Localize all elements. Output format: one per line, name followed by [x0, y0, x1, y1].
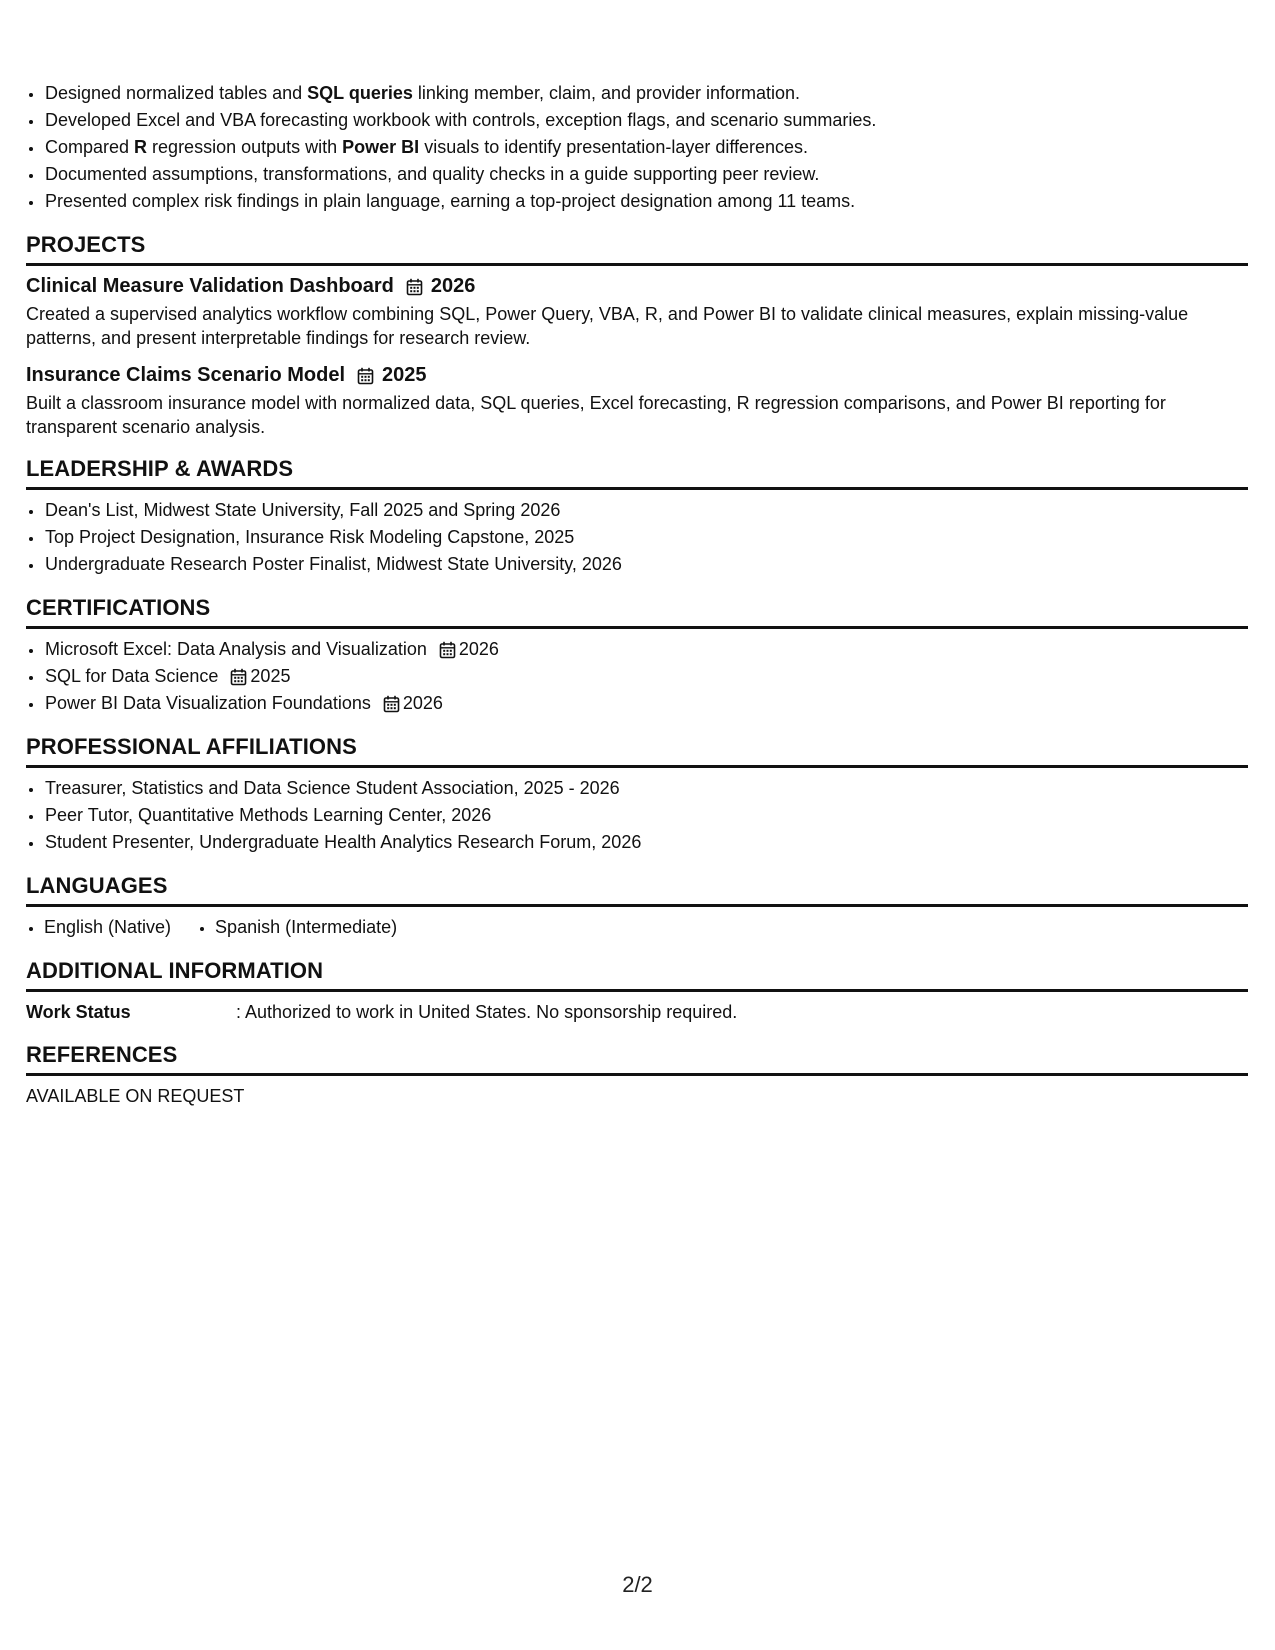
- bold-keyword: R: [134, 137, 148, 157]
- work-status-value: : Authorized to work in United States. No sponsorship required.: [236, 1002, 738, 1022]
- page-number: 2/2: [622, 1572, 653, 1597]
- bullet-text: linking member, claim, and provider information.: [412, 83, 801, 103]
- bullet-text: Compared: [45, 137, 135, 157]
- certifications-list: [26, 636, 1248, 717]
- certification-name: • Power BI Data Visualization Foundations: [45, 693, 371, 713]
- calendar-icon: [357, 367, 374, 385]
- language-item: • English (Native): [44, 914, 171, 941]
- bullet-text: Developed Excel and VBA forecasting workbook with controls, exception flags, and scenario summaries.: [45, 110, 877, 130]
- certification-year: 2026: [402, 693, 443, 713]
- project-name: Insurance Claims Scenario Model: [26, 364, 345, 386]
- project-entry: [26, 273, 1248, 350]
- section-title-languages: LANGUAGES: [26, 872, 1248, 907]
- affiliations-section: [26, 733, 1248, 856]
- resume-page: [26, 80, 1248, 1109]
- project-title-row: [26, 362, 1248, 389]
- work-status-label: Work Status: [26, 1002, 131, 1022]
- bullet-text: Presented complex risk findings in plain language, earning a top-project designation among 11 teams.: [45, 191, 856, 211]
- calendar-icon: [406, 278, 423, 296]
- work-status-row: [26, 999, 1248, 1025]
- languages-section: [26, 872, 1248, 941]
- projects-section: [26, 231, 1248, 439]
- calendar-icon: [439, 641, 456, 659]
- affiliation-item: • Student Presenter, Undergraduate Health Analytics Research Forum, 2026: [44, 829, 1248, 856]
- languages-list: [26, 914, 1248, 941]
- certifications-section: [26, 594, 1248, 717]
- section-title-certifications: CERTIFICATIONS: [26, 594, 1248, 629]
- project-entry: [26, 362, 1248, 439]
- project-year: 2026: [430, 275, 476, 297]
- project-description: Created a supervised analytics workflow combining SQL, Power Query, VBA, R, and Power BI to validate clinical measures, explain missing-value patterns, and present interpretable findings for research review.: [26, 304, 1189, 348]
- calendar-icon: [383, 695, 400, 713]
- experience-bullet: [44, 80, 1248, 107]
- bold-keyword: Power BI: [342, 137, 420, 157]
- certification-year: 2026: [458, 639, 499, 659]
- section-title-affiliations: PROFESSIONAL AFFILIATIONS: [26, 733, 1248, 768]
- certification-item: [44, 663, 1248, 690]
- section-title-projects: PROJECTS: [26, 231, 1248, 266]
- bullet-text: regression outputs with: [147, 137, 343, 157]
- leadership-item: • Undergraduate Research Poster Finalist, Midwest State University, 2026: [44, 551, 1248, 578]
- certification-item: [44, 636, 1248, 663]
- bullet-text: Designed normalized tables and: [45, 83, 308, 103]
- bold-keyword: SQL queries: [307, 83, 413, 103]
- bullet-text: Documented assumptions, transformations, and quality checks in a guide supporting peer review.: [45, 164, 820, 184]
- leadership-item: • Dean's List, Midwest State University, Fall 2025 and Spring 2026: [44, 497, 1248, 524]
- experience-bullet: [44, 134, 1248, 161]
- bullet-text: visuals to identify presentation-layer differences.: [419, 137, 809, 157]
- leadership-item: • Top Project Designation, Insurance Risk Modeling Capstone, 2025: [44, 524, 1248, 551]
- experience-bullets: [26, 80, 1248, 215]
- calendar-icon: [230, 668, 247, 686]
- affiliations-list: [26, 775, 1248, 856]
- references-text: AVAILABLE ON REQUEST: [26, 1086, 245, 1106]
- certification-name: • Microsoft Excel: Data Analysis and Visualization: [45, 639, 427, 659]
- experience-bullet: [44, 161, 1248, 188]
- section-title-leadership: LEADERSHIP & AWARDS: [26, 455, 1248, 490]
- references-section: [26, 1041, 1248, 1109]
- certification-year: 2025: [250, 666, 291, 686]
- section-title-references: REFERENCES: [26, 1041, 1248, 1076]
- project-year: 2025: [382, 364, 427, 386]
- certification-name: • SQL for Data Science: [45, 666, 219, 686]
- additional-info-section: [26, 957, 1248, 1025]
- project-title-row: [26, 273, 1248, 300]
- project-name: Clinical Measure Validation Dashboard: [26, 275, 394, 297]
- certification-item: [44, 690, 1248, 717]
- affiliation-item: • Peer Tutor, Quantitative Methods Learning Center, 2026: [44, 802, 1248, 829]
- project-description: Built a classroom insurance model with normalized data, SQL queries, Excel forecasting, R regression comparisons, and Power BI reporting for transparent scenario analysis.: [26, 393, 1166, 437]
- leadership-list: [26, 497, 1248, 578]
- affiliation-item: • Treasurer, Statistics and Data Science Student Association, 2025 - 2026: [44, 775, 1248, 802]
- experience-bullet: [44, 188, 1248, 215]
- language-item: • Spanish (Intermediate): [215, 914, 397, 941]
- leadership-section: [26, 455, 1248, 578]
- section-title-additional: ADDITIONAL INFORMATION: [26, 957, 1248, 992]
- experience-bullet: [44, 107, 1248, 134]
